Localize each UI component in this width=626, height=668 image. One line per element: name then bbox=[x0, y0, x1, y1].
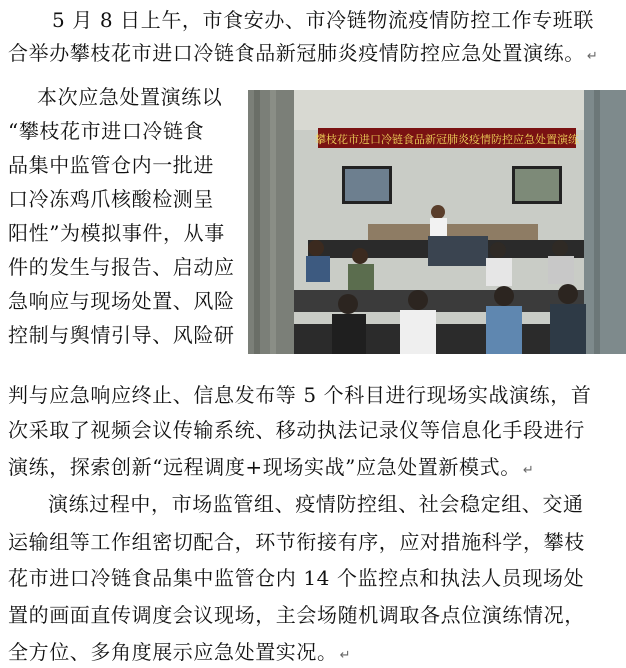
text-line: 口冷冻鸡爪核酸检测呈 bbox=[8, 187, 214, 211]
text-line: 全方位、多角度展示应急处置实况。 ↵ bbox=[8, 640, 352, 664]
meeting-photo bbox=[248, 90, 626, 354]
text-line: 控制与舆情引导、风险研 bbox=[8, 323, 235, 347]
text-line: 急响应与现场处置、风险 bbox=[8, 289, 235, 313]
paragraph-mark: ↵ bbox=[339, 648, 352, 663]
banner-text: 攀枝花市进口冷链食品新冠肺炎疫情防控应急处置演练 bbox=[315, 133, 579, 146]
text-line: 运输组等工作组密切配合，环节衔接有序，应对措施科学，攀枝 bbox=[8, 530, 585, 554]
meeting-photo-image bbox=[248, 90, 626, 354]
text-line: 5 月 8 日上午，市食安办、市冷链物流疫情防控工作专班联 bbox=[52, 8, 594, 32]
text-line: 本次应急处置演练以 bbox=[37, 85, 223, 109]
text-line: 判与应急响应终止、信息发布等 5 个科目进行现场实战演练，首 bbox=[8, 383, 592, 407]
text-line: 阳性”为模拟事件，从事 bbox=[8, 221, 225, 245]
text-line: 件的发生与报告、启动应 bbox=[8, 255, 235, 279]
text-line: 合举办攀枝花市进口冷链食品新冠肺炎疫情防控应急处置演练。 ↵ bbox=[8, 41, 599, 65]
text-line: 置的画面直传调度会议现场，主会场随机调取各点位演练情况， bbox=[8, 603, 585, 627]
text-line: 花市进口冷链食品集中监管仓内 14 个监控点和执法人员现场处 bbox=[8, 566, 585, 590]
text-line: 品集中监管仓内一批进 bbox=[8, 153, 214, 177]
text-line: 演练，探索创新“远程调度+现场实战”应急处置新模式。 ↵ bbox=[8, 455, 535, 479]
text-line: “攀枝花市进口冷链食 bbox=[8, 119, 205, 143]
text-line: 次采取了视频会议传输系统、移动执法记录仪等信息化手段进行 bbox=[8, 418, 585, 442]
paragraph-mark: ↵ bbox=[586, 49, 599, 64]
text-line: 演练过程中，市场监管组、疫情防控组、社会稳定组、交通 bbox=[48, 492, 584, 516]
paragraph-mark: ↵ bbox=[522, 463, 535, 478]
